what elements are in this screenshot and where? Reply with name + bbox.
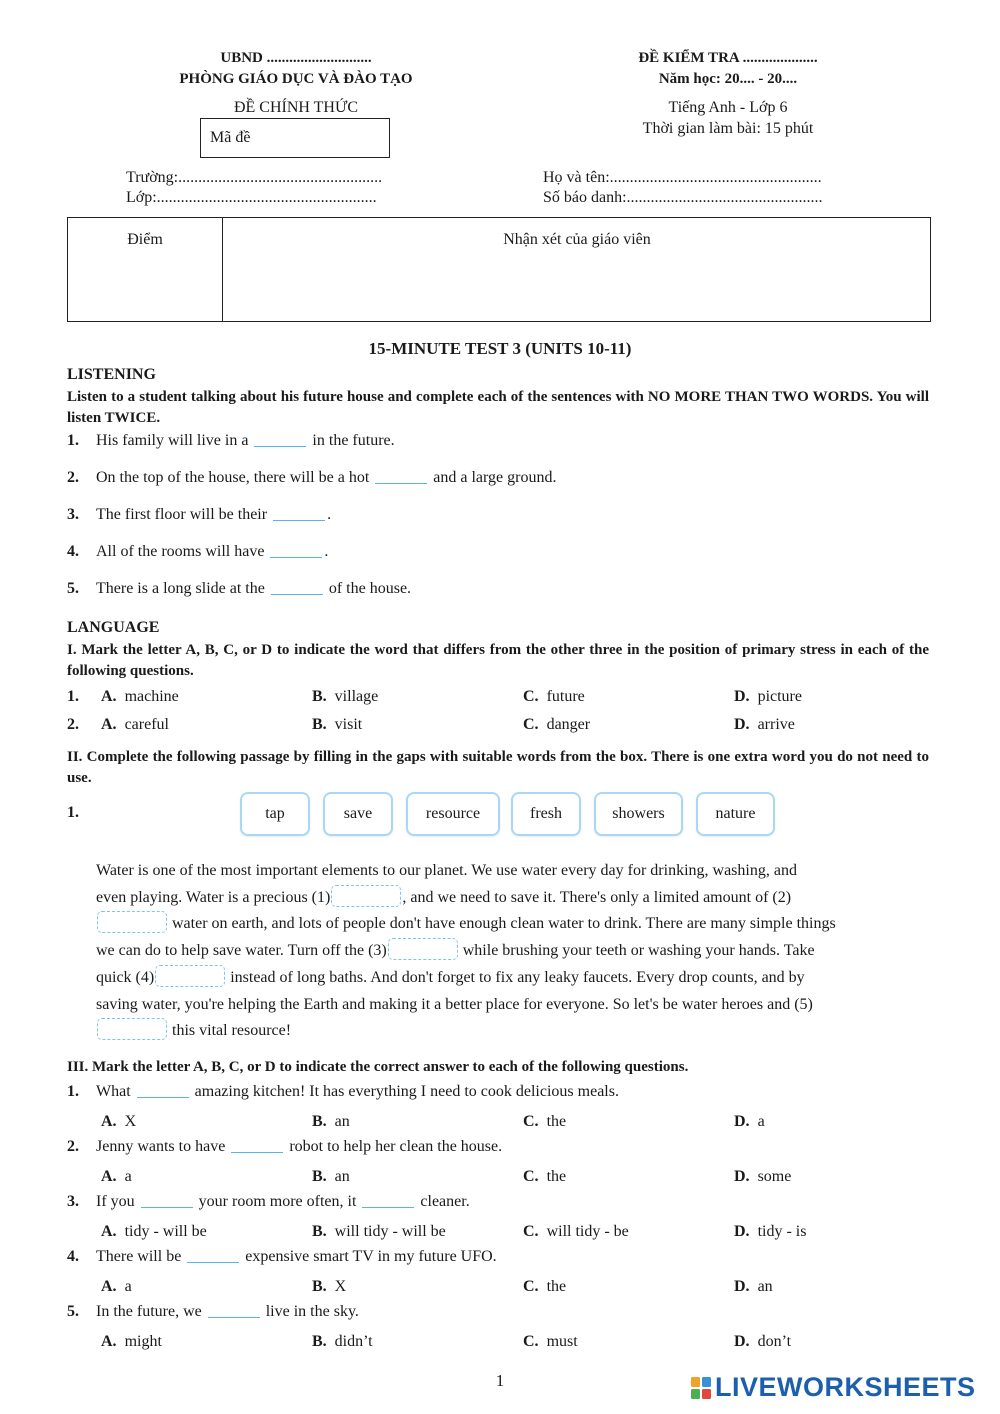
- passage-line: we can do to help save water. Turn off the (3) while brushing your teeth or washing your hands. Take: [96, 938, 931, 965]
- answer-blank[interactable]: [187, 1248, 239, 1263]
- name-field[interactable]: Họ và tên:.....................................................: [543, 169, 822, 186]
- option-d[interactable]: D. a: [734, 1113, 765, 1130]
- ubnd-line: UBND ............................: [220, 50, 372, 66]
- reading-passage: [96, 858, 931, 1045]
- passage-line: this vital resource!: [96, 1018, 931, 1045]
- question-text: There will be: [96, 1248, 182, 1265]
- teacher-comment-label: Nhận xét của giáo viên: [503, 231, 651, 248]
- liveworksheets-logo-icon: [691, 1377, 711, 1399]
- passage-line: even playing. Water is a precious (1) , and we need to save it. There's only a limited amount of (2): [96, 885, 931, 912]
- question-text: live in the sky.: [265, 1303, 359, 1320]
- option-c[interactable]: C. will tidy - be: [523, 1223, 629, 1240]
- question-text: of the house.: [328, 580, 412, 597]
- question-text: .: [324, 543, 329, 560]
- gap-1-input[interactable]: [331, 885, 401, 907]
- answer-blank[interactable]: [362, 1193, 414, 1208]
- question-text: robot to help her clean the house.: [289, 1138, 503, 1155]
- answer-blank[interactable]: [273, 506, 325, 521]
- question-text: On the top of the house, there will be a hot: [96, 469, 370, 486]
- answer-blank[interactable]: [375, 469, 427, 484]
- answer-blank[interactable]: [270, 543, 322, 558]
- option-b[interactable]: B. will tidy - will be: [312, 1223, 446, 1240]
- question-number: 4.: [67, 543, 79, 560]
- option-a[interactable]: A. X: [101, 1113, 137, 1130]
- option-c[interactable]: C. the: [523, 1113, 567, 1130]
- question-text: What: [96, 1083, 131, 1100]
- option-b[interactable]: B. an: [312, 1113, 350, 1130]
- option-a[interactable]: A. machine: [101, 688, 179, 705]
- question-number: 3.: [67, 506, 79, 523]
- score-label: Điểm: [127, 231, 163, 248]
- gap-4-input[interactable]: [155, 965, 225, 987]
- question-text: All of the rooms will have: [96, 543, 265, 560]
- option-a[interactable]: A. tidy - will be: [101, 1223, 207, 1240]
- question-number: 5.: [67, 1303, 79, 1320]
- option-b[interactable]: B. visit: [312, 716, 363, 733]
- question-text: The first floor will be their: [96, 506, 268, 523]
- answer-blank[interactable]: [231, 1138, 283, 1153]
- option-c[interactable]: C. the: [523, 1168, 567, 1185]
- passage-line: water on earth, and lots of people don't have enough clean water to drink. There are many simple things: [96, 911, 931, 938]
- question-text: .: [327, 506, 332, 523]
- brand-name[interactable]: LIVEWORKSHEETS: [715, 1372, 976, 1402]
- passage-line: quick (4) instead of long baths. And don't forget to fix any leaky faucets. Every drop counts, and by: [96, 965, 931, 992]
- question-text: cleaner.: [420, 1193, 470, 1210]
- option-c[interactable]: C. future: [523, 688, 585, 705]
- answer-blank[interactable]: [141, 1193, 193, 1208]
- question-text: His family will live in a: [96, 432, 249, 449]
- option-c[interactable]: C. the: [523, 1278, 567, 1295]
- question-number: 1.: [67, 804, 79, 821]
- question-text: amazing kitchen! It has everything I need to cook delicious meals.: [194, 1083, 619, 1100]
- question-text: In the future, we: [96, 1303, 202, 1320]
- word-box-nature[interactable]: nature: [696, 792, 775, 836]
- question-number: 2.: [67, 716, 79, 733]
- option-d[interactable]: D. picture: [734, 688, 802, 705]
- option-a[interactable]: A. a: [101, 1168, 132, 1185]
- score-table: [67, 217, 931, 322]
- option-d[interactable]: D. don’t: [734, 1333, 792, 1350]
- question-number: 4.: [67, 1248, 79, 1265]
- question-text: If you: [96, 1193, 135, 1210]
- school-year: Năm học: 20.... - 20....: [658, 71, 798, 87]
- student-id-field[interactable]: Số báo danh:.................................................: [543, 189, 823, 206]
- gap-3-input[interactable]: [388, 938, 458, 960]
- question-text: There is a long slide at the: [96, 580, 265, 597]
- subject: Tiếng Anh - Lớp 6: [668, 99, 788, 116]
- question-number: 2.: [67, 1138, 79, 1155]
- duration: Thời gian làm bài: 15 phút: [642, 120, 814, 137]
- question-text: and a large ground.: [433, 469, 557, 486]
- language-heading: LANGUAGE: [67, 619, 160, 636]
- word-box-showers[interactable]: showers: [594, 792, 683, 836]
- mcq-instruction: III. Mark the letter A, B, C, or D to indicate the correct answer to each of the following questions.: [67, 1059, 689, 1075]
- question-number: 1.: [67, 688, 79, 705]
- answer-blank[interactable]: [254, 432, 306, 447]
- option-d[interactable]: D. arrive: [734, 716, 795, 733]
- class-field[interactable]: Lớp:.......................................................: [126, 189, 377, 206]
- school-field[interactable]: Trường:...................................................: [126, 169, 383, 186]
- test-title: 15-MINUTE TEST 3 (UNITS 10-11): [368, 339, 632, 358]
- listening-heading: LISTENING: [67, 366, 156, 383]
- official-label: ĐỀ CHÍNH THỨC: [233, 99, 359, 116]
- word-box-resource[interactable]: resource: [406, 792, 500, 836]
- option-b[interactable]: B. an: [312, 1168, 350, 1185]
- option-b[interactable]: B. X: [312, 1278, 347, 1295]
- question-number: 2.: [67, 469, 79, 486]
- question-number: 5.: [67, 580, 79, 597]
- passage-line: Water is one of the most important elements to our planet. We use water every day for drinking, washing, and: [96, 862, 797, 879]
- passage-instruction: II. Complete the following passage by filling in the gaps with suitable words from the box. There is one extra word you do not need to use.: [67, 749, 929, 786]
- option-c[interactable]: C. danger: [523, 716, 591, 733]
- gap-5-input[interactable]: [97, 1018, 167, 1040]
- answer-blank[interactable]: [208, 1303, 260, 1318]
- exam-code-label: Mã đề: [210, 129, 251, 146]
- option-d[interactable]: D. some: [734, 1168, 792, 1185]
- table-divider: [222, 218, 223, 321]
- word-box-fresh[interactable]: fresh: [511, 792, 581, 836]
- stress-instruction: I. Mark the letter A, B, C, or D to indicate the word that differs from the other three in the position of primary stress in each of the following questions.: [67, 642, 929, 679]
- exam-code-box[interactable]: [200, 118, 390, 158]
- word-box-tap[interactable]: tap: [240, 792, 310, 836]
- question-text: expensive smart TV in my future UFO.: [245, 1248, 497, 1265]
- option-c[interactable]: C. must: [523, 1333, 578, 1350]
- page-number: 1: [495, 1371, 505, 1390]
- option-a[interactable]: A. might: [101, 1333, 162, 1350]
- question-text: in the future.: [312, 432, 395, 449]
- option-d[interactable]: D. tidy - is: [734, 1223, 807, 1240]
- question-number: 1.: [67, 432, 79, 449]
- gap-2-input[interactable]: [97, 911, 167, 933]
- answer-blank[interactable]: [271, 580, 323, 595]
- option-a[interactable]: A. careful: [101, 716, 169, 733]
- listening-instruction: Listen to a student talking about his future house and complete each of the sentences with NO MORE THAN TWO WORDS. You will listen TWICE.: [67, 389, 929, 426]
- question-number: 1.: [67, 1083, 79, 1100]
- option-b[interactable]: B. village: [312, 688, 379, 705]
- department-name: PHÒNG GIÁO DỤC VÀ ĐÀO TẠO: [179, 71, 413, 87]
- word-box-save[interactable]: save: [323, 792, 393, 836]
- question-number: 3.: [67, 1193, 79, 1210]
- exam-title: ĐỀ KIỂM TRA ....................: [638, 50, 818, 66]
- passage-line: saving water, you're helping the Earth and making it a better place for everyone. So let's be water heroes and (5): [96, 995, 813, 1013]
- question-text: your room more often, it: [198, 1193, 357, 1210]
- answer-blank[interactable]: [137, 1083, 189, 1098]
- option-d[interactable]: D. an: [734, 1278, 773, 1295]
- question-text: Jenny wants to have: [96, 1138, 226, 1155]
- option-b[interactable]: B. didn’t: [312, 1333, 373, 1350]
- option-a[interactable]: A. a: [101, 1278, 132, 1295]
